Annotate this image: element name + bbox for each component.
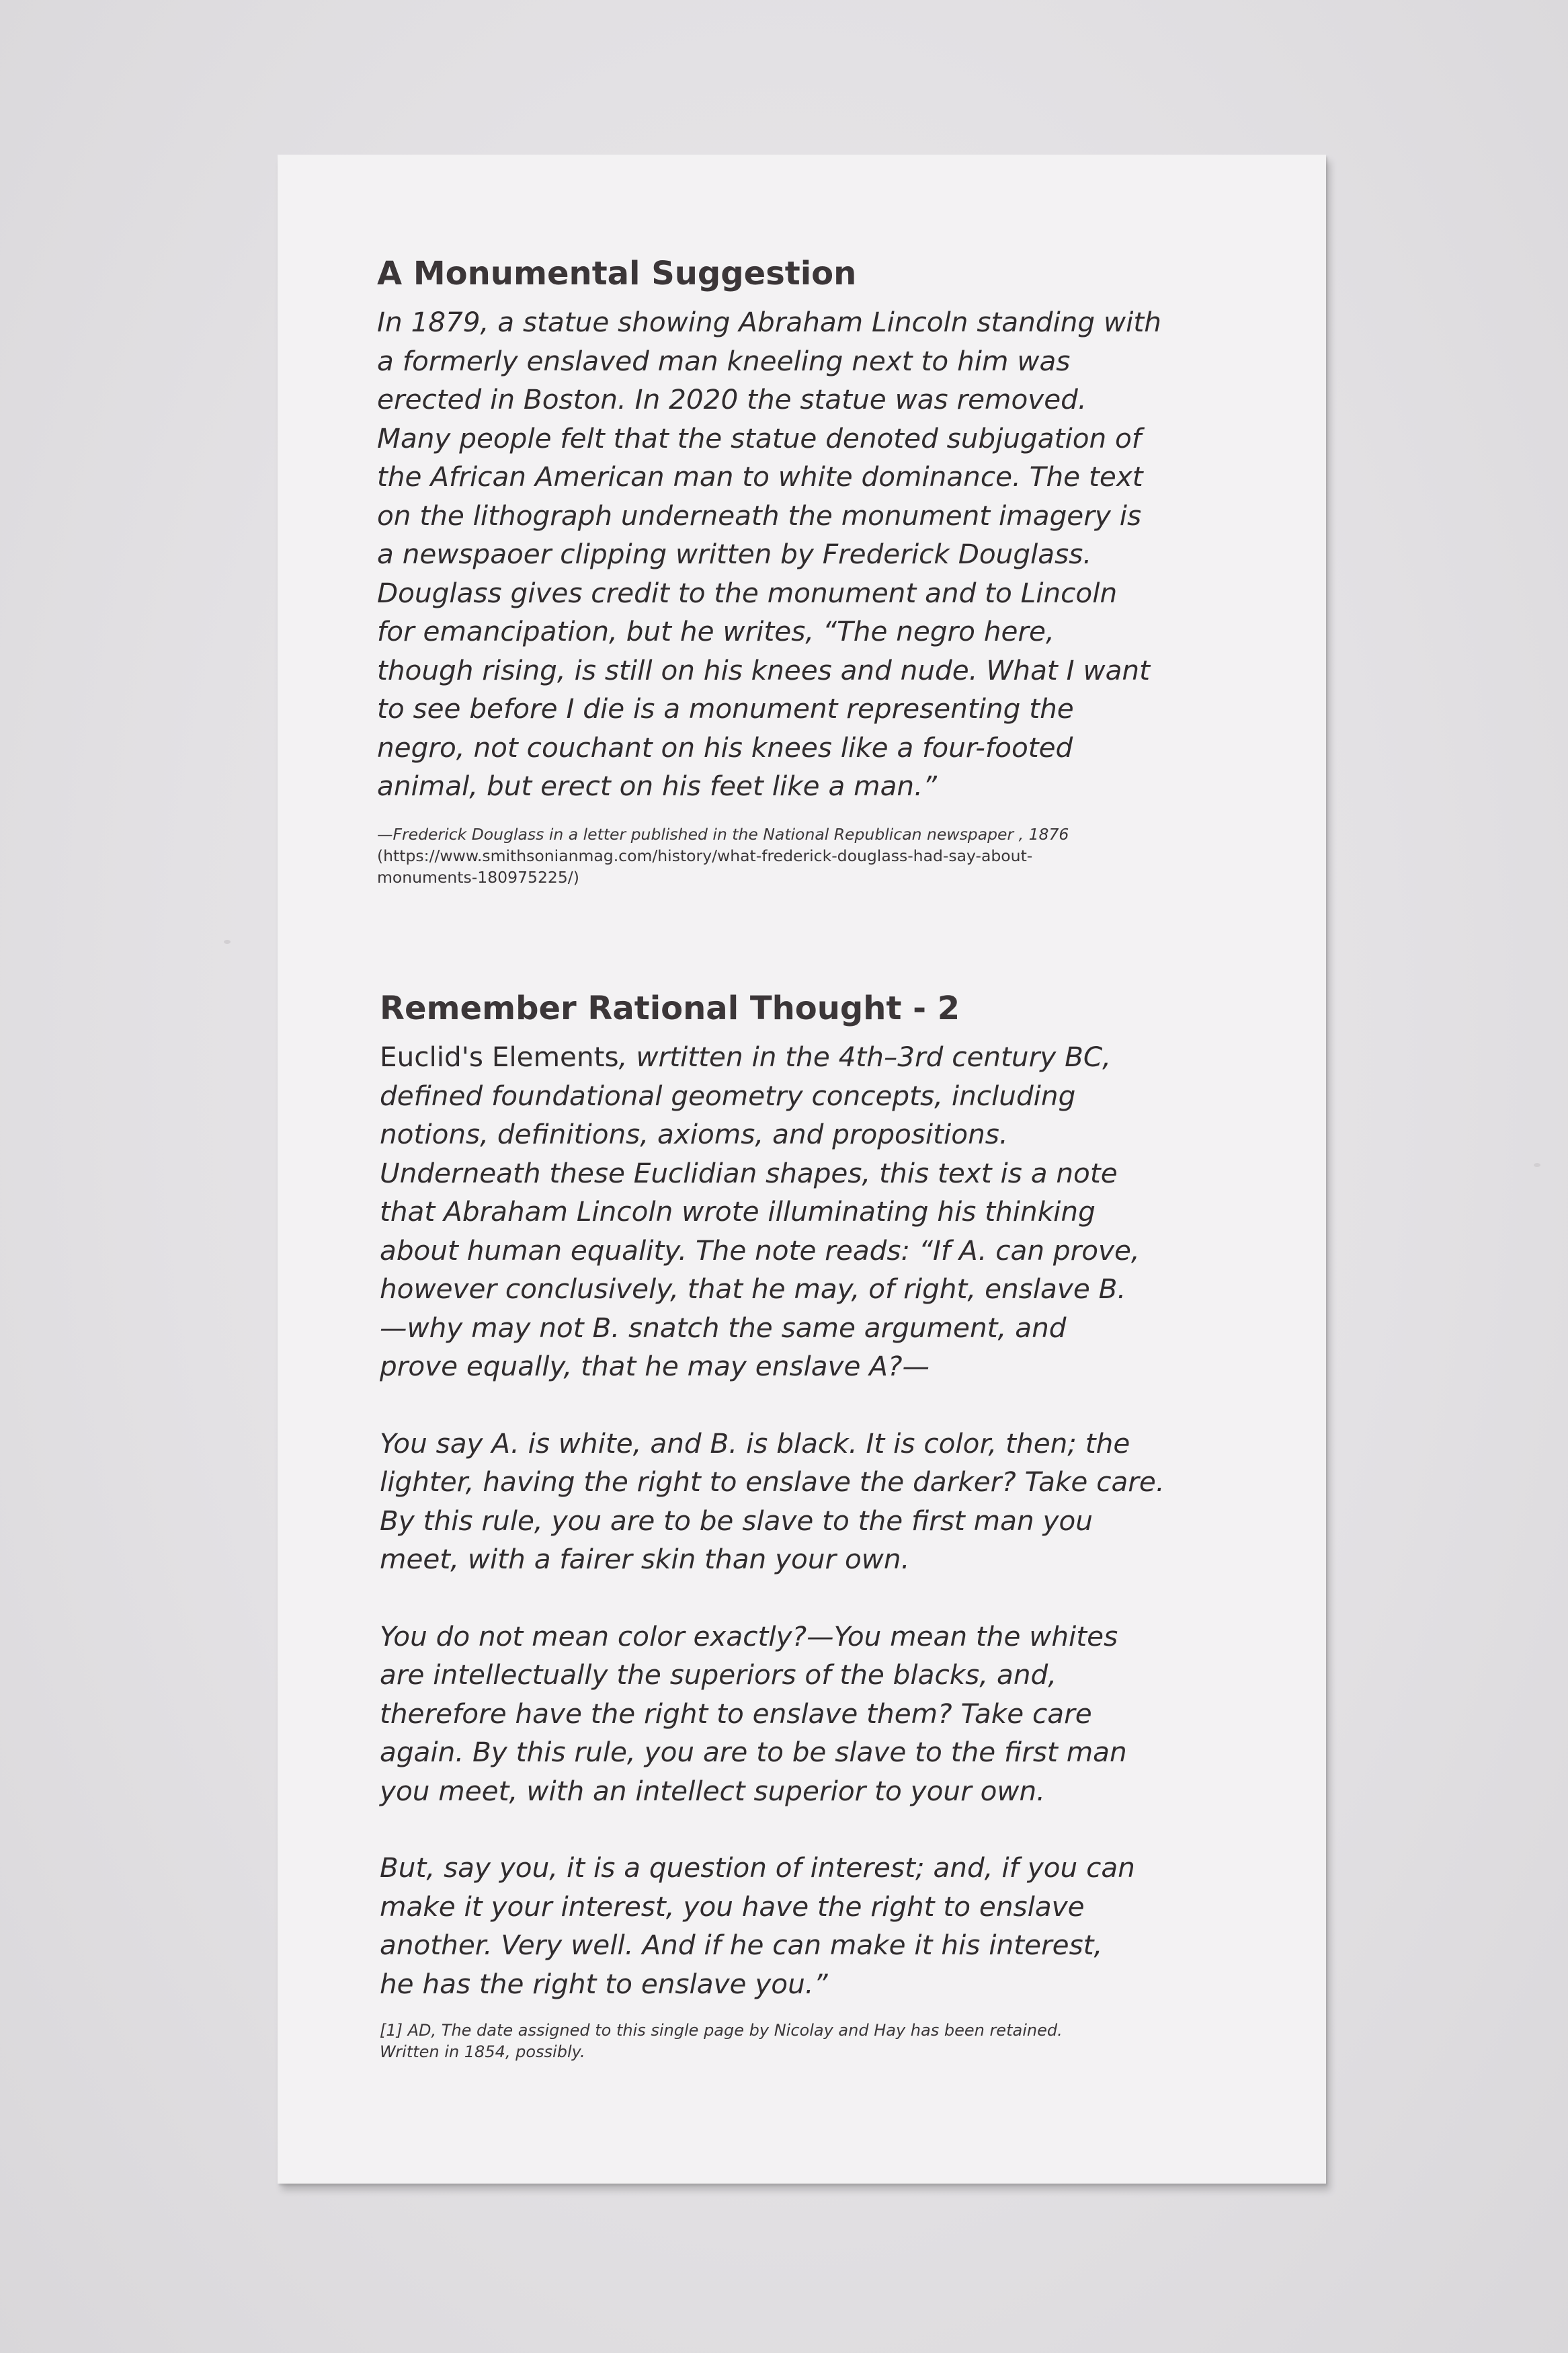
section-heading: Remember Rational Thought - 2 xyxy=(380,990,960,1027)
paragraph-spacer xyxy=(380,1386,1213,1425)
intro-text: , wrtitten in the 4th–3rd century BC, defined foundational geometry concepts, including notions, definitions, axioms, and propositions. Underneath these Euclidian shapes, this text is a note that Abraham Lincoln wrote illuminating his thinking about human equality. The note reads: “If A. can prove, however conclusively, that he may, of right, enslave B. —why may not B. snatch the same argument, and prove equally, that he may enslave A?— xyxy=(380,1041,1140,1382)
section-body-intro xyxy=(380,1038,1213,1386)
section-body-paragraph: You do not mean color exactly?—You mean the whites are intellectually the superiors of the blacks, and, therefore have the right to enslave them? Take care again. By this rule, you are to be slave to the first man you meet, with an intellect superior to your own. xyxy=(380,1620,1127,1807)
work-title: Euclid's Elements xyxy=(380,1041,619,1073)
exhibit-label-panel xyxy=(278,155,1326,2184)
footnote: [1] AD, The date assigned to this single page by Nicolay and Hay has been retained. Written in 1854, possibly. xyxy=(380,2021,1063,2061)
wall-mark xyxy=(1534,1163,1540,1167)
citation xyxy=(377,824,1210,888)
section-heading: A Monumental Suggestion xyxy=(377,255,857,292)
section-body: In 1879, a statue showing Abraham Lincoln standing with a formerly enslaved man kneeling next to him was erected in Boston. In 2020 the statue was removed. Many people felt that the statue denoted subjugation of the African American man to white dominance. The text on the lithograph underneath the monument imagery is a newspaoer clipping written by Frederick Douglass. Douglass gives credit to the monument and to Lincoln for emancipation, but he writes, “The negro here, though rising, is still on his knees and nude. What I want to see before I die is a monument representing the negro, not couchant on his knees like a four-footed animal, but erect on his feet like a man.” xyxy=(377,306,1161,802)
paragraph-spacer xyxy=(380,1579,1213,1618)
section-remember-rational-thought xyxy=(380,987,1213,2063)
section-body-paragraph: You say A. is white, and B. is black. It is color, then; the lighter, having the right to enslave the darker? Take care. By this rule, you are to be slave to the first man you meet, with a fairer skin than your own. xyxy=(380,1427,1165,1575)
citation-url: (https://www.smithsonianmag.com/history/what-frederick-douglass-had-say-about- monuments-180975225/) xyxy=(377,846,1033,887)
citation-text: —Frederick Douglass in a letter published in the National Republican newspaper , 1876 xyxy=(377,824,1069,844)
paragraph-spacer xyxy=(380,1810,1213,1849)
section-monumental-suggestion xyxy=(377,252,1210,888)
wall-mark xyxy=(224,940,231,944)
section-body-paragraph: But, say you, it is a question of interest; and, if you can make it your interest, you have the right to enslave another. Very well. And if he can make it his interest, he has the right to enslave you.” xyxy=(380,1851,1135,2000)
